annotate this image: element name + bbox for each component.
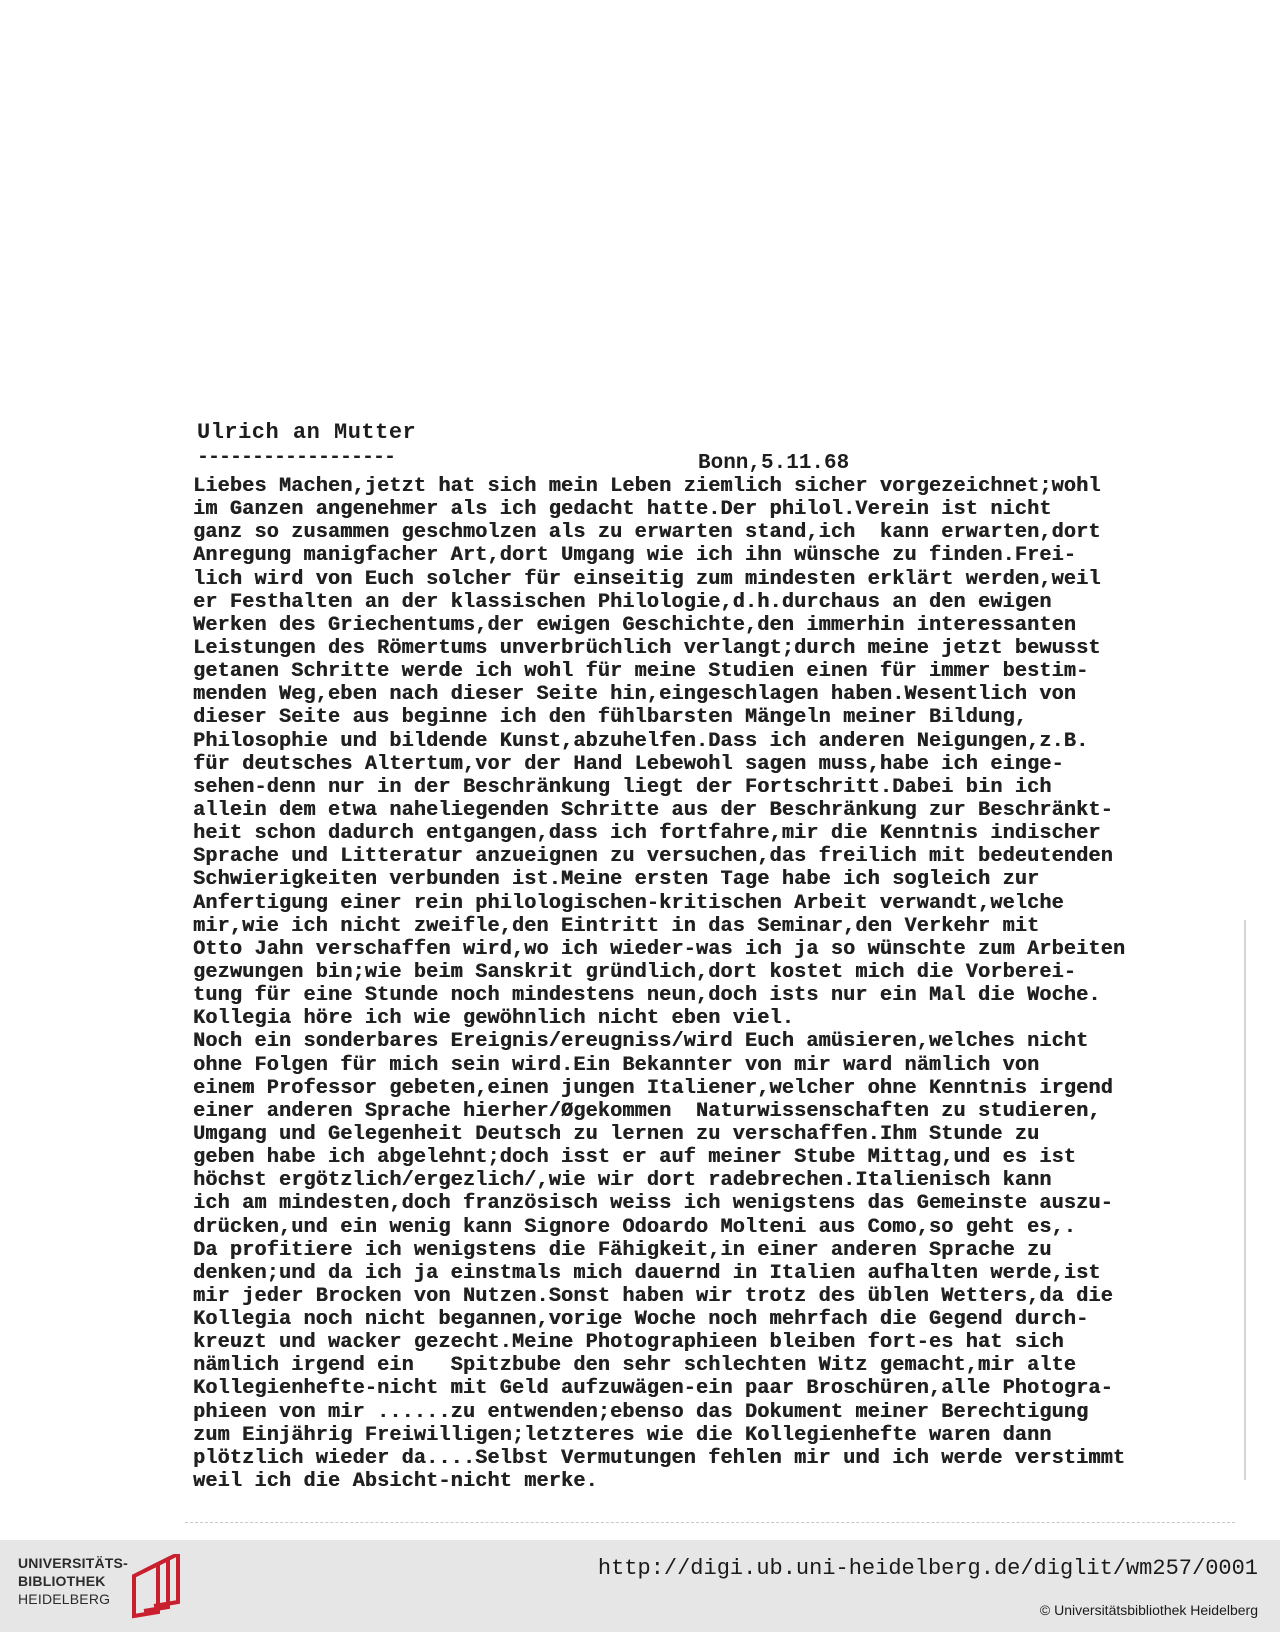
- letter-line: plötzlich wieder da....Selbst Vermutungen fehlen mir und ich werde verstimmt: [193, 1446, 1126, 1470]
- letter-line: nämlich irgend ein Spitzbube den sehr schlechten Witz gemacht,mir alte: [193, 1354, 1077, 1378]
- logo-line-bibliothek: BIBLIOTHEK: [18, 1573, 106, 1589]
- letter-line: Leistungen des Römertums unverbrüchlich verlangt;durch meine jetzt bewusst: [193, 636, 1101, 660]
- letter-line: phieen von mir ......zu entwenden;ebenso das Dokument meiner Berechtigung: [193, 1400, 1089, 1424]
- letter-line: für deutsches Altertum,vor der Hand Lebewohl sagen muss,habe ich einge-: [193, 752, 1064, 776]
- letter-line: Philosophie und bildende Kunst,abzuhelfen.Dass ich anderen Neigungen,z.B.: [193, 729, 1089, 753]
- permalink-url[interactable]: http://digi.ub.uni-heidelberg.de/diglit/wm257/0001: [597, 1556, 1258, 1581]
- letter-line: heit schon dadurch entgangen,dass ich fortfahre,mir die Kenntnis indischer: [193, 822, 1101, 846]
- letter-body: [193, 475, 1253, 1493]
- book-stack-icon: [128, 1554, 190, 1620]
- letter-line: Otto Jahn verschaffen wird,wo ich wieder-was ich ja so wünschte zum Arbeiten: [193, 937, 1126, 961]
- letter-line: menden Weg,eben nach dieser Seite hin,eingeschlagen haben.Wesentlich von: [193, 683, 1077, 707]
- letter-line: Anfertigung einer rein philologischen-kritischen Arbeit verwandt,welche: [193, 891, 1064, 915]
- letter-line: Noch ein sonderbares Ereignis/ereugniss/wird Euch amüsieren,welches nicht: [193, 1030, 1089, 1054]
- letter-line: einer anderen Sprache hierher/Øgekommen Naturwissenschaften zu studieren,: [193, 1099, 1101, 1123]
- letter-line: mir,wie ich nicht zweifle,den Eintritt in das Seminar,den Verkehr mit: [193, 914, 1040, 938]
- letter-line: allein dem etwa naheliegenden Schritte aus der Beschränkung zur Beschränkt-: [193, 798, 1113, 822]
- letter-line: getanen Schritte werde ich wohl für meine Studien einen für immer bestim-: [193, 660, 1089, 684]
- letter-line: ohne Folgen für mich sein wird.Ein Bekannter von mir ward nämlich von: [193, 1053, 1040, 1077]
- logo-line-heidelberg: HEIDELBERG: [18, 1591, 111, 1607]
- letter-line: drücken,und ein wenig kann Signore Odoardo Molteni aus Como,so geht es,.: [193, 1215, 1077, 1239]
- copyright-notice: © Universitätsbibliothek Heidelberg: [1039, 1602, 1258, 1618]
- letter-line: höchst ergötzlich/ergezlich/,wie wir dort radebrechen.Italienisch kann: [193, 1169, 1052, 1193]
- footer-bar: [0, 1540, 1280, 1632]
- letter-line: zum Einjährig Freiwilligen;letzteres wie die Kollegienhefte waren dann: [193, 1423, 1052, 1447]
- letter-line: Anregung manigfacher Art,dort Umgang wie ich ihn wünsche zu finden.Frei-: [193, 544, 1077, 568]
- letter-line: geben habe ich abgelehnt;doch isst er auf meiner Stube Mittag,und es ist: [193, 1146, 1077, 1170]
- letter-line: Da profitiere ich wenigstens die Fähigkeit,in einer anderen Sprache zu: [193, 1238, 1052, 1262]
- letter-line: Kollegia noch nicht begannen,vorige Woche noch mehrfach die Gegend durch-: [193, 1308, 1089, 1332]
- scan-bottom-rule: [185, 1522, 1235, 1524]
- letter-line: lich wird von Euch solcher für einseitig zum mindesten erklärt werden,weil: [193, 567, 1101, 591]
- letter-line: Kollegienhefte-nicht mit Geld aufzuwägen-ein paar Broschüren,alle Photogra-: [193, 1377, 1113, 1401]
- letter-line: tung für eine Stunde noch mindestens neun,doch ists nur ein Mal die Woche.: [193, 984, 1101, 1008]
- letter-line: denken;und da ich ja einstmals mich dauernd in Italien aufhalten werde,ist: [193, 1261, 1101, 1285]
- letter-line: ich am mindesten,doch französisch weiss ich wenigstens das Gemeinste auszu-: [193, 1192, 1113, 1216]
- library-logo[interactable]: [18, 1554, 188, 1620]
- letter-line: Werken des Griechentums,der ewigen Geschichte,den immerhin interessanten: [193, 613, 1077, 637]
- letter-line: dieser Seite aus beginne ich den fühlbarsten Mängeln meiner Bildung,: [193, 706, 1027, 730]
- logo-line-universitaets: UNIVERSITÄTS-: [18, 1555, 128, 1571]
- letter-line: Liebes Machen,jetzt hat sich mein Leben ziemlich sicher vorgezeichnet;wohl: [193, 475, 1101, 498]
- letter-line: ganz so zusammen geschmolzen als zu erwarten stand,ich kann erwarten,dort: [193, 521, 1101, 545]
- heading-underline: ------------------: [197, 446, 396, 469]
- letter-line: im Ganzen angenehmer als ich gedacht hatte.Der philol.Verein ist nicht: [193, 498, 1052, 522]
- letter-date: Bonn,5.11.68: [698, 452, 850, 475]
- letter-line: Kollegia höre ich wie gewöhnlich nicht eben viel.: [193, 1007, 794, 1031]
- letter-line: kreuzt und wacker gezecht.Meine Photographieen bleiben fort-es hat sich: [193, 1331, 1064, 1355]
- scan-edge-mark: [1244, 920, 1246, 1480]
- letter-line: weil ich die Absicht-nicht merke.: [193, 1470, 598, 1494]
- logo-wordmark: [18, 1554, 128, 1608]
- letter-line: einem Professor gebeten,einen jungen Italiener,welcher ohne Kenntnis irgend: [193, 1076, 1113, 1100]
- letter-line: Sprache und Litteratur anzueignen zu versuchen,das freilich mit bedeutenden: [193, 845, 1113, 869]
- letter-line: mir jeder Brocken von Nutzen.Sonst haben wir trotz des üblen Wetters,da die: [193, 1284, 1113, 1308]
- letter-heading: Ulrich an Mutter: [197, 420, 417, 445]
- letter-line: Schwierigkeiten verbunden ist.Meine ersten Tage habe ich sogleich zur: [193, 868, 1040, 892]
- letter-line: gezwungen bin;wie beim Sanskrit gründlich,dort kostet mich die Vorberei-: [193, 960, 1077, 984]
- letter-line: sehen-denn nur in der Beschränkung liegt der Fortschritt.Dabei bin ich: [193, 775, 1052, 799]
- letter-line: er Festhalten an der klassischen Philologie,d.h.durchaus an den ewigen: [193, 590, 1052, 614]
- letter-line: Umgang und Gelegenheit Deutsch zu lernen zu verschaffen.Ihm Stunde zu: [193, 1122, 1040, 1146]
